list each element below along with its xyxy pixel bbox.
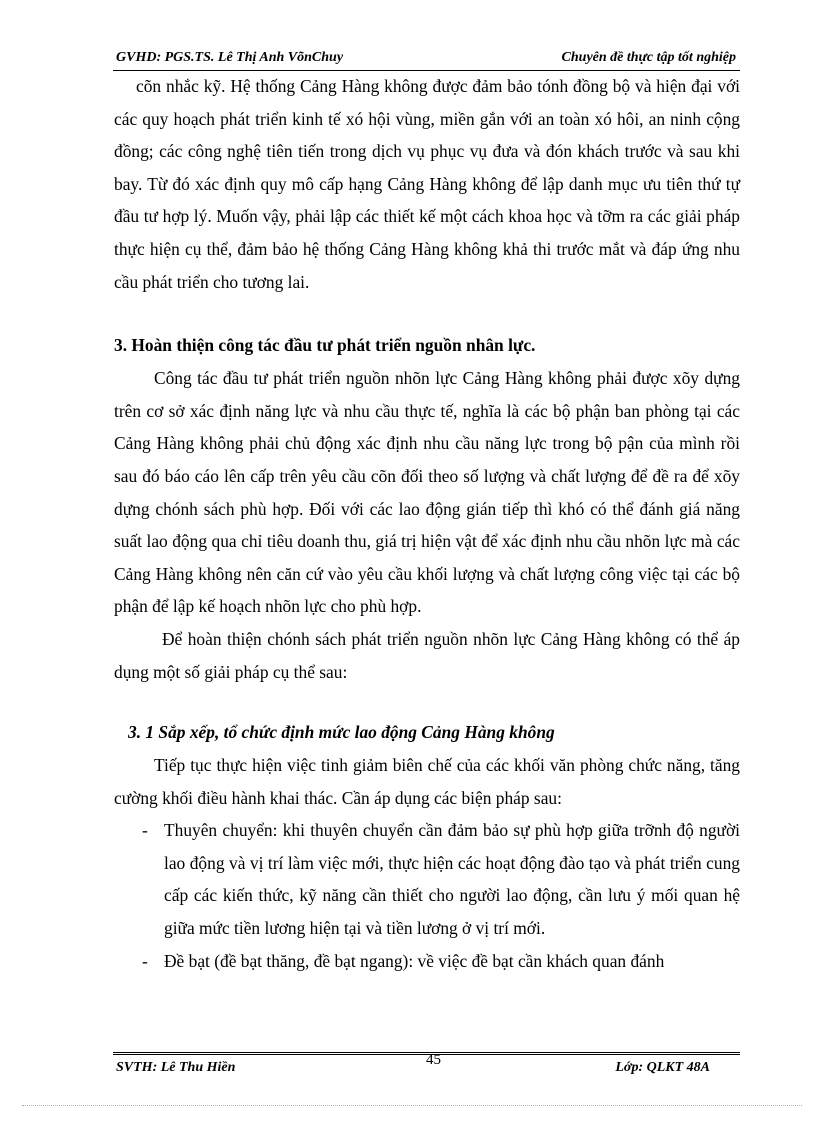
- bullet-text: Thuyên chuyển: khi thuyên chuyển cần đảm bảo sự phù hợp giữa trỡnh độ người lao động và vị trí làm việc mới, thực hiện các hoạt động đào tạo và phát triển cung cấp các kiến thức, kỹ năng cần thiết cho người lao động, cần lưu ý mối quan hệ giữa mức tiền lương hiện tại và tiền lương ở vị trí mới.: [164, 820, 740, 939]
- paragraph-1: cõn nhắc kỹ. Hệ thống Cảng Hàng không được đảm bảo tónh đồng bộ và hiện đại với các quy hoạch phát triển kinh tế xó hội vùng, miền gắn với an toàn xó hôi, an ninh cộng đồng; các công nghệ tiên tiến trong dịch vụ phục vụ đưa và đón khách trước và sau khi bay. Từ đó xác định quy mô cấp hạng Cảng Hàng không để lập danh mục ưu tiên thứ tự đầu tư hợp lý. Muốn vậy, phải lập các thiết kế một cách khoa học và tỡm ra các giải pháp thực hiện cụ thể, đảm bảo hệ thống Cảng Hàng không khả thi trước mắt và đáp ứng nhu cầu phát triển cho tương lai.: [114, 76, 740, 292]
- bullet-item-transfer: [114, 814, 740, 944]
- footer-student: SVTH: Lê Thu Hiền: [116, 1060, 236, 1075]
- header-advisor: GVHD: PGS.TS. Lê Thị Anh VõnChuy: [116, 50, 344, 65]
- header-report-title: Chuyên đề thực tập tốt nghiệp: [561, 50, 736, 65]
- page-boundary-line: [22, 1105, 802, 1106]
- bullet-item-promotion: [114, 945, 740, 978]
- spacer: [114, 298, 740, 328]
- section-3-heading: 3. Hoàn thiện công tác đầu tư phát triển nguồn nhân lực.: [114, 335, 536, 356]
- section-3-1-heading: 3. 1 Sắp xếp, tổ chức định mức lao động Cảng Hàng không: [128, 722, 555, 743]
- page-number: 45: [426, 1052, 441, 1068]
- bullet-dash: -: [142, 820, 148, 841]
- spacer: [114, 688, 740, 715]
- paragraph-3: Để hoàn thiện chónh sách phát triển nguồn nhõn lực Cảng Hàng không có thể áp dụng một số giải pháp cụ thể sau:: [114, 628, 740, 682]
- page-footer: [113, 1052, 740, 1081]
- paragraph-4: Tiếp tục thực hiện việc tinh giảm biên chế của các khối văn phòng chức năng, tăng cường khối điều hành khai thác. Cần áp dụng các biện pháp sau:: [114, 755, 740, 808]
- bullet-dash: -: [142, 950, 148, 971]
- footer-class: Lớp: QLKT 48A: [615, 1060, 710, 1075]
- page-header: [113, 48, 740, 71]
- paragraph-2: Công tác đầu tư phát triển nguồn nhõn lực Cảng Hàng không phải được xõy dựng trên cơ sở xác định năng lực và nhu cầu thực tế, nghĩa là các bộ phận ban phòng tại các Cảng Hàng không phải chủ động xác định nhu cầu năng lực trong bộ pận của mình rồi sau đó báo cáo lên cấp trên yêu cầu cõn đối theo số lượng và chất lượng để đề ra để xõy dựng chónh sách phù hợp. Đối với các lao động gián tiếp thì khó có thể đánh giá năng suất lao động qua chỉ tiêu doanh thu, giá trị hiện vật để xác định nhu cầu nhõn lực mà các Cảng Hàng không nên căn cứ vào yêu cầu khối lượng và chất lượng công việc tại các bộ phận để lập kế hoạch nhõn lực cho phù hợp.: [114, 368, 740, 617]
- document-body: [114, 70, 740, 977]
- bullet-text: Đề bạt (đề bạt thăng, đề bạt ngang): về việc đề bạt cần khách quan đánh: [164, 950, 665, 971]
